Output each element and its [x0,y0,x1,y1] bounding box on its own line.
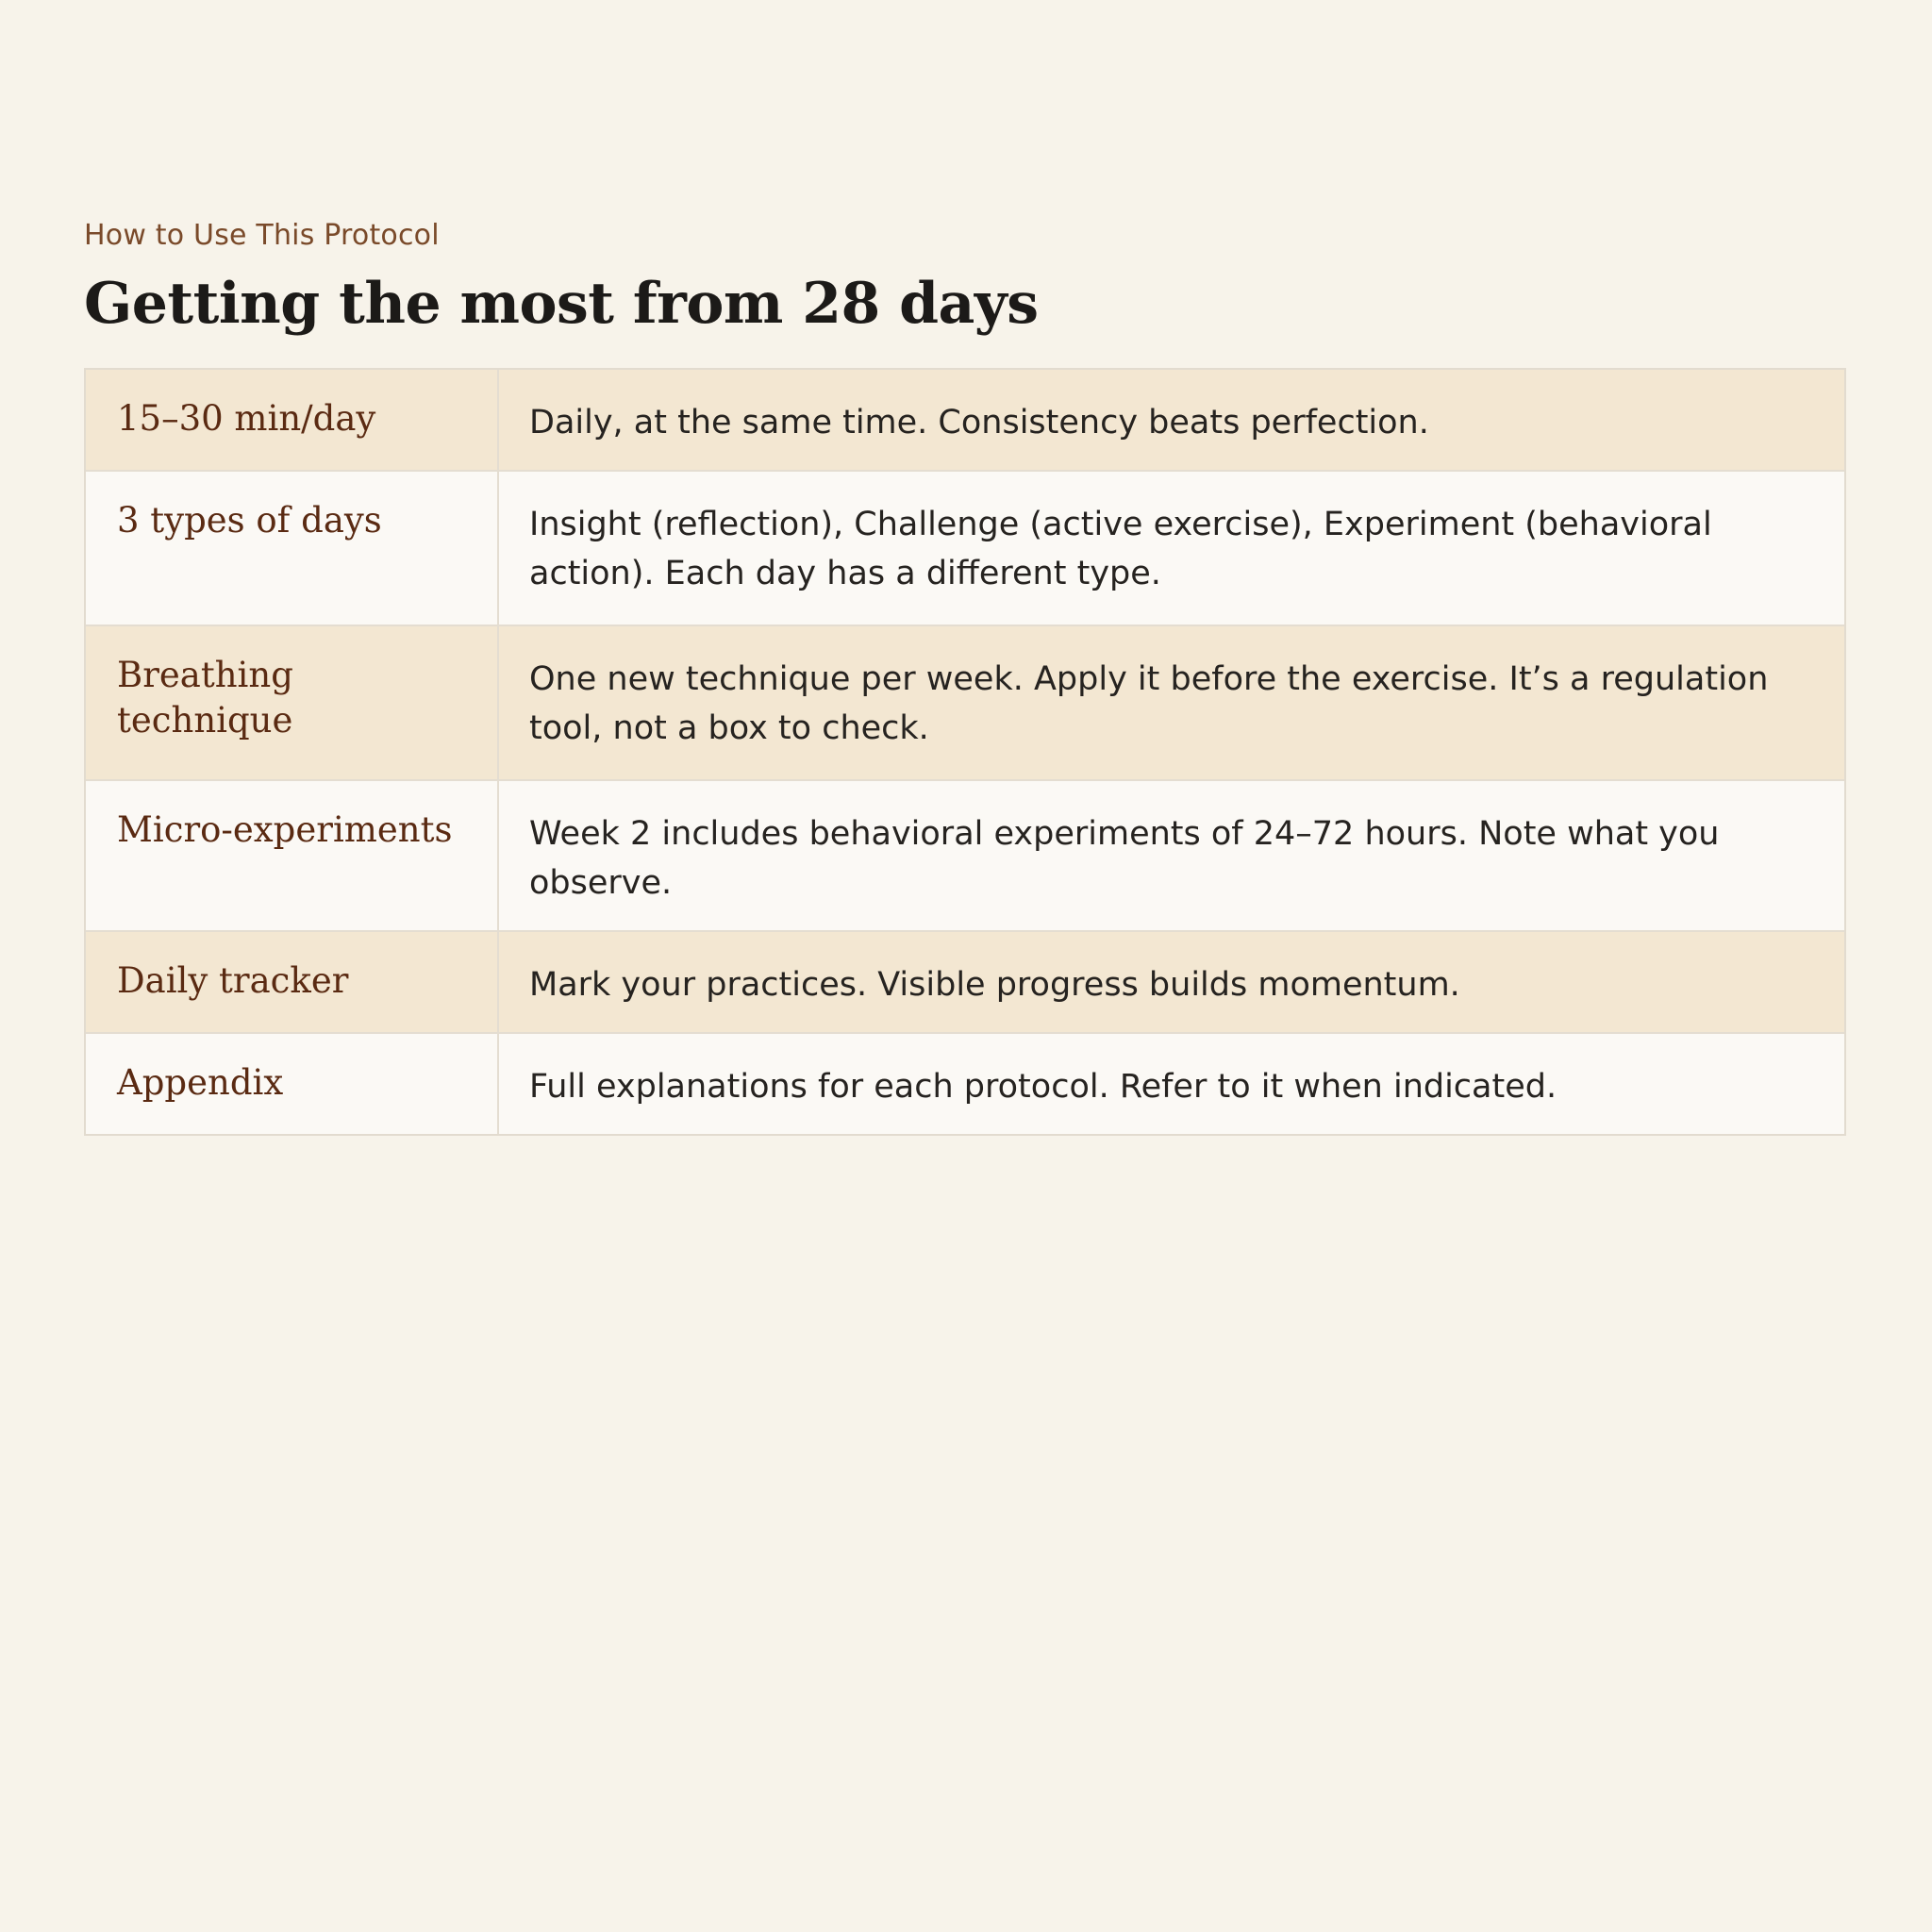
table-row [86,625,1844,779]
row-label-time: 15–30 min/day [86,370,499,470]
row-label-day-types: 3 types of days [86,472,499,625]
row-label-tracker: Daily tracker [86,932,499,1032]
table-row [86,370,1844,470]
section-eyebrow: How to Use This Protocol [84,219,440,252]
table-row [86,1032,1844,1134]
row-description-time: Daily, at the same time. Consistency beats perfection. [529,404,1429,441]
protocol-table [84,368,1846,1136]
table-row [86,930,1844,1032]
row-label-appendix: Appendix [86,1034,499,1134]
page-title: Getting the most from 28 days [84,271,1039,337]
row-description-tracker: Mark your practices. Visible progress builds momentum. [529,966,1460,1004]
table-row [86,470,1844,625]
row-description-appendix: Full explanations for each protocol. Refer to it when indicated. [529,1068,1557,1106]
row-description-micro-experiments: Week 2 includes behavioral experiments of 24–72 hours. Note what you observe. [529,815,1720,902]
row-description-breathing: One new technique per week. Apply it before the exercise. It’s a regulation tool, not a box to check. [529,660,1769,747]
row-description-day-types: Insight (reflection), Challenge (active exercise), Experiment (behavioral action). Each day has a different type. [529,506,1712,592]
page [84,217,1846,1136]
row-label-micro-experiments: Micro-experiments [86,781,499,930]
table-row [86,779,1844,930]
row-label-breathing: Breathing technique [86,626,499,779]
